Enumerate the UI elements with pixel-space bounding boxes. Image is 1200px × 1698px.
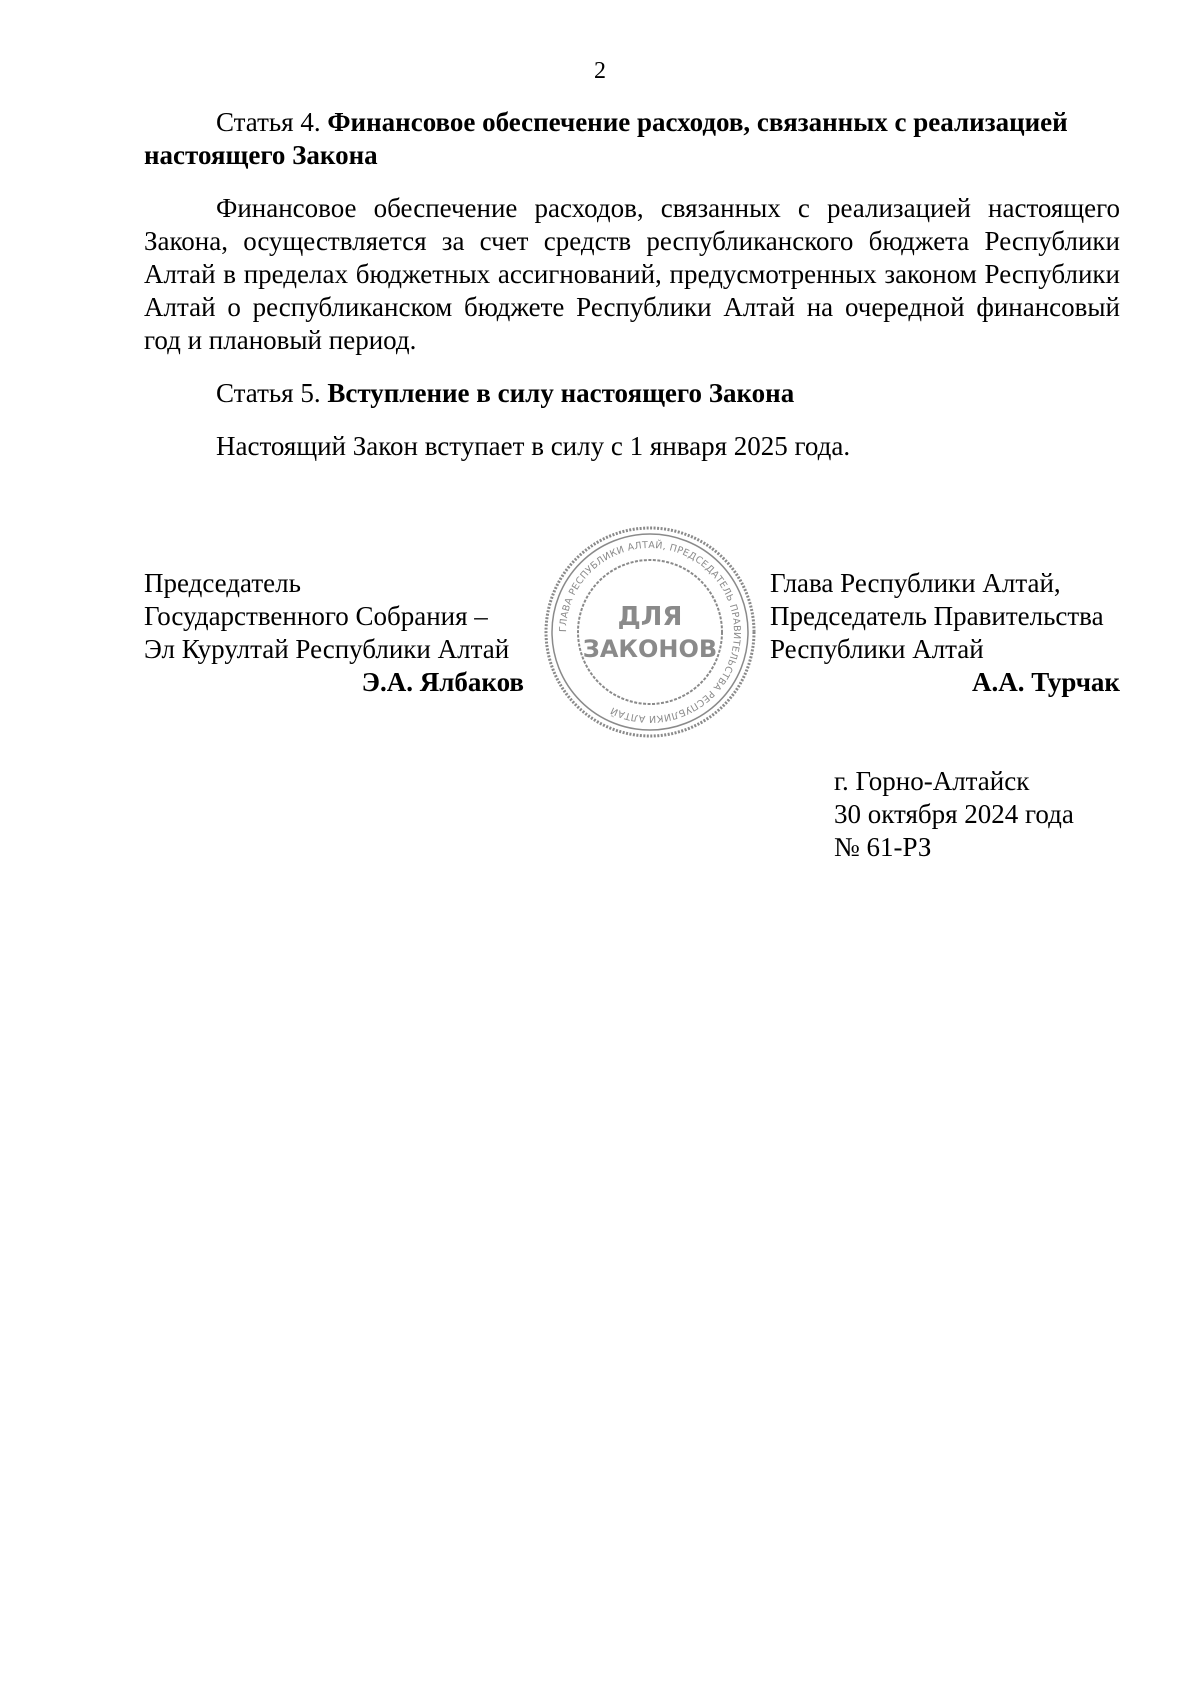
signer-left-name: Э.А. Ялбаков — [361, 667, 524, 697]
signer-left-position-line2: Государственного Собрания – — [144, 601, 488, 631]
stamp-ring-text: ГЛАВА РЕСПУБЛИКИ АЛТАЙ, ПРЕДСЕДАТЕЛЬ ПРАВИТЕЛЬСТВА РЕСПУБЛИКИ АЛТАЙ — [557, 539, 743, 725]
article-4-title: Финансовое обеспечение расходов, связанных с реализацией настоящего Закона — [144, 107, 1068, 170]
stamp-center-line2: ЗАКОНОВ — [582, 635, 718, 663]
signer-right-name: А.А. Турчак — [971, 667, 1120, 697]
signer-right-position-line1: Глава Республики Алтай, — [770, 568, 1061, 598]
article-5-text: Настоящий Закон вступает в силу с 1 января 2025 года. — [216, 431, 851, 461]
document-body — [144, 106, 1120, 483]
place-city: г. Горно-Алтайск — [834, 766, 1030, 796]
signature-block-right — [770, 567, 1120, 699]
signer-right-position-line2: Председатель Правительства — [770, 601, 1104, 631]
article-4-heading — [144, 106, 1120, 172]
law-number: № 61-РЗ — [834, 832, 932, 862]
article-5-title: Вступление в силу настоящего Закона — [327, 378, 795, 408]
place-date: 30 октября 2024 года — [834, 799, 1074, 829]
stamp-center-line1: ДЛЯ — [617, 602, 683, 632]
signature-block-left — [144, 567, 524, 699]
signer-left-position-line3: Эл Курултай Республики Алтай — [144, 634, 510, 664]
article-5-label: Статья 5. — [216, 378, 321, 408]
article-4-text: Финансовое обеспечение расходов, связанных с реализацией настоящего Закона, осуществляется за счет средств республиканского бюджета Республики Алтай в пределах бюджетных ассигнований, предусмотренных законом Республики Алтай о республиканском бюджете Республики Алтай на очередной финансовый год и плановый период. — [144, 193, 1120, 355]
article-5-heading — [144, 377, 1120, 410]
signer-left-position-line1: Председатель — [144, 568, 301, 598]
place-date-block — [834, 765, 1074, 864]
page-number: 2 — [594, 58, 606, 84]
official-stamp — [540, 522, 760, 742]
article-4-label: Статья 4. — [216, 107, 321, 137]
stamp-inner-ring — [578, 560, 722, 704]
stamp-ring-inner-border — [552, 534, 748, 730]
signer-right-position-line3: Республики Алтай — [770, 634, 984, 664]
